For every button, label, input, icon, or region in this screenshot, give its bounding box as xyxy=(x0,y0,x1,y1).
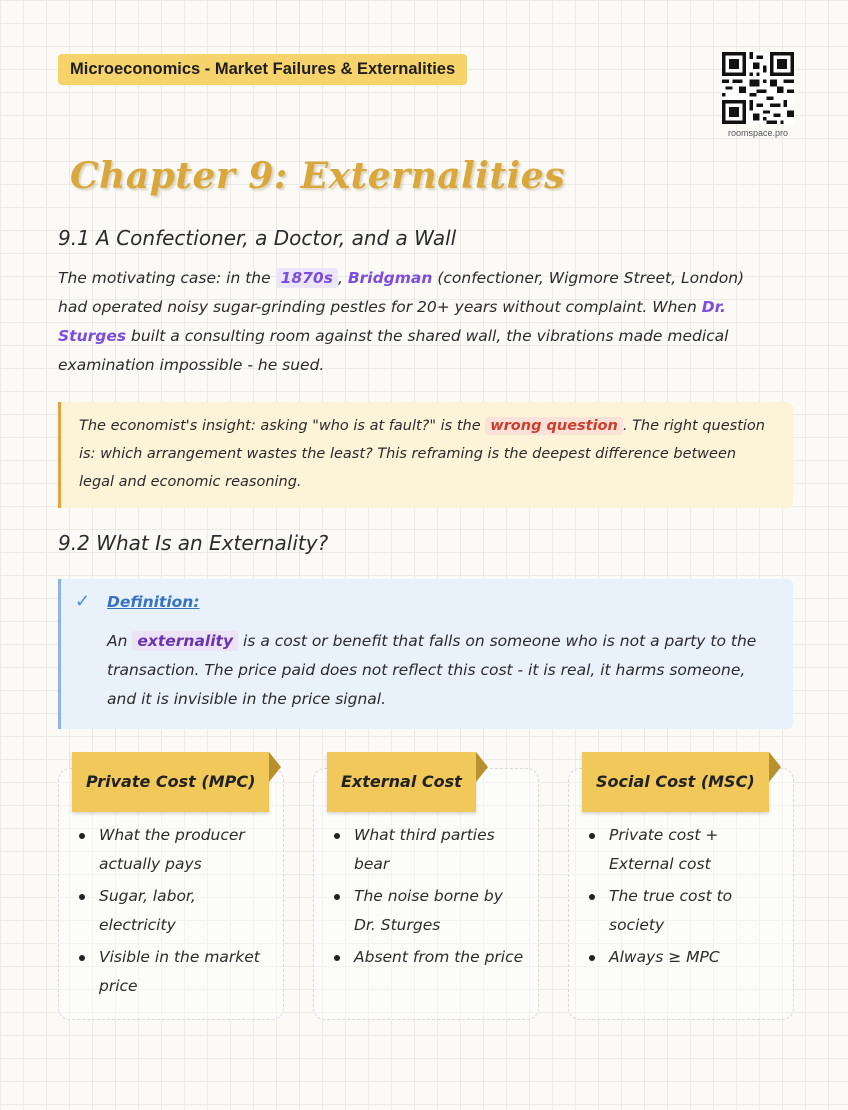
externality-term: externality xyxy=(132,631,238,651)
list-item: What the producer actually pays xyxy=(77,821,273,879)
year-highlight: 1870s xyxy=(276,268,338,288)
name-sturges: Dr. Sturges xyxy=(58,298,726,345)
section-heading-9-1: 9.1 A Confectioner, a Doctor, and a Wall xyxy=(58,226,457,250)
list-item: What third parties bear xyxy=(332,821,528,879)
list-item: Absent from the price xyxy=(332,943,528,972)
definition-callout xyxy=(58,579,793,729)
definition-label: Definition: xyxy=(107,593,200,611)
card-tab-external-cost: External Cost xyxy=(327,752,476,812)
insight-callout: The economist's insight: asking "who is at fault?" is the wrong question . The right question is: which arrangement wastes the least? This reframing is the deepest difference between legal and economic reasoning. xyxy=(58,402,793,508)
definition-text: An externality is a cost or benefit that falls on someone who is not a party to the transaction. The price paid does not reflect this cost - it is real, it harms someone, and it is invisible in the price signal. xyxy=(107,632,757,708)
check-icon: ✓ xyxy=(75,591,91,612)
section-heading-9-2: 9.2 What Is an Externality? xyxy=(58,531,329,555)
card-tab-social-cost: Social Cost (MSC) xyxy=(582,752,769,812)
qr-caption: roomspace.pro xyxy=(727,128,789,138)
qr-code-icon xyxy=(722,52,794,124)
chapter-title: Chapter 9: Externalities xyxy=(70,155,565,197)
intro-paragraph: The motivating case: in the 1870s , Bridgman (confectioner, Wigmore Street, London) had operated noisy sugar-grinding pestles for 20+ years without complaint. When Dr. Sturges built a consulting room against the shared wall, the vibrations made medical examination impossible - he sued. xyxy=(58,269,745,374)
card-tab-private-cost: Private Cost (MPC) xyxy=(72,752,269,812)
list-item: Visible in the market price xyxy=(77,943,273,1001)
name-bridgman: Bridgman xyxy=(347,269,433,287)
list-item: Always ≥ MPC xyxy=(587,943,783,972)
list-item: Private cost + External cost xyxy=(587,821,783,879)
course-badge: Microeconomics - Market Failures & Externalities xyxy=(58,54,467,85)
list-item: The true cost to society xyxy=(587,882,783,940)
wrong-question-highlight: wrong question xyxy=(485,417,623,435)
list-item: The noise borne by Dr. Sturges xyxy=(332,882,528,940)
list-item: Sugar, labor, electricity xyxy=(77,882,273,940)
